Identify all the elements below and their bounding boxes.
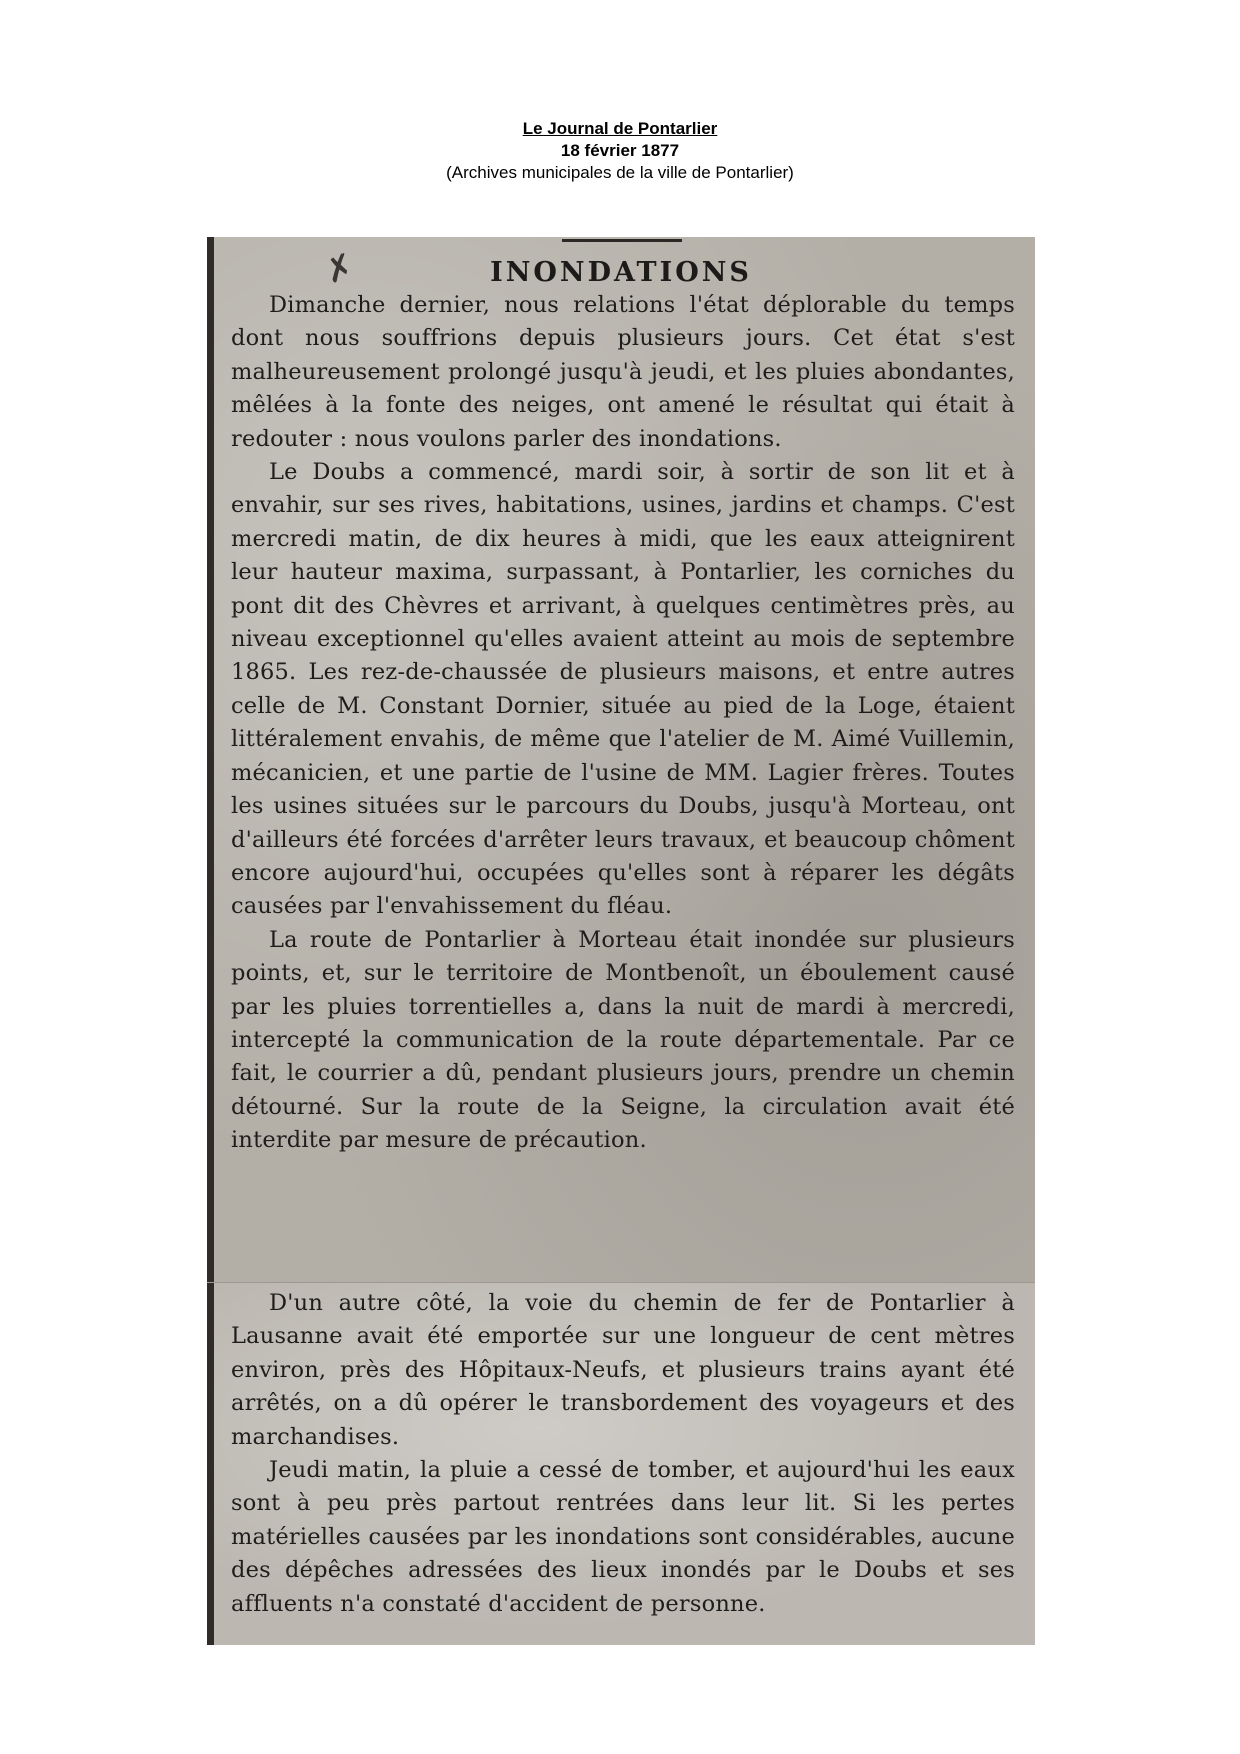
handwritten-mark-icon: ✗ bbox=[319, 245, 360, 293]
newspaper-clipping bbox=[207, 237, 1035, 1645]
article-paragraph: D'un autre côté, la voie du chemin de fer de Pontarlier à Lausanne avait été emportée sur une longueur de cent mètres environ, près des Hôpitaux-Neufs, et plusieurs trains ayant été arrêtés, on a dû opérer le transbordement des voyageurs et des marchandises. bbox=[231, 1290, 1015, 1450]
newspaper-title: Le Journal de Pontarlier bbox=[522, 119, 718, 138]
document-header bbox=[0, 118, 1240, 184]
article-body-top bbox=[231, 289, 1015, 1158]
article-heading: INONDATIONS bbox=[490, 257, 752, 288]
article-body-bottom bbox=[231, 1287, 1015, 1621]
article-paragraph: Dimanche dernier, nous relations l'état déplorable du temps dont nous souffrions depuis plusieurs jours. Cet état s'est malheureusement prolongé jusqu'à jeudi, et les pluies abondantes, mêlées à la fonte des neiges, ont amené le résultat qui était à redouter : nous voulons parler des inondations. bbox=[231, 292, 1015, 452]
article-paragraph: La route de Pontarlier à Morteau était inondée sur plusieurs points, et, sur le territoire de Montbenoît, un éboulement causé par les pluies torrentielles a, dans la nuit de mardi à mercredi, intercepté la communication de la route départementale. Par ce fait, le courrier a dû, pendant plusieurs jours, prendre un chemin détourné. Sur la route de la Seigne, la circulation avait été interdite par mesure de précaution. bbox=[231, 926, 1015, 1154]
publication-date: 18 février 1877 bbox=[560, 141, 680, 160]
clipping-top-section bbox=[207, 237, 1035, 1282]
heading-rule bbox=[562, 239, 682, 242]
article-paragraph: Jeudi matin, la pluie a cessé de tomber, et aujourd'hui les eaux sont à peu près partout rentrées dans leur lit. Si les pertes matérielles causées par les inondations sont considérables, aucune des dépêches adressées des lieux inondés par le Doubs et ses affluents n'a constaté d'accident de personne. bbox=[231, 1457, 1015, 1617]
clipping-bottom-section bbox=[207, 1282, 1035, 1645]
article-paragraph: Le Doubs a commencé, mardi soir, à sortir de son lit et à envahir, sur ses rives, habitations, usines, jardins et champs. C'est mercredi matin, de dix heures à midi, que les eaux atteignirent leur hauteur maxima, surpassant, à Pontarlier, les corniches du pont dit des Chèvres et arrivant, à quelques centimètres près, au niveau exceptionnel qu'elles avaient atteint au mois de septembre 1865. Les rez-de-chaussée de plusieurs maisons, et entre autres celle de M. Constant Dornier, située au pied de la Loge, étaient littéralement envahis, de même que l'atelier de M. Aimé Vuillemin, mécanicien, et une partie de l'usine de MM. Lagier frères. Toutes les usines situées sur le parcours du Doubs, jusqu'à Morteau, ont d'ailleurs été forcées d'arrêter leurs travaux, et beaucoup chôment encore aujourd'hui, occupées qu'elles sont à réparer les dégâts causées par l'envahissement du fléau. bbox=[231, 459, 1015, 920]
archive-source: (Archives municipales de la ville de Pontarlier) bbox=[446, 163, 794, 182]
clipping-edge bbox=[207, 237, 214, 1282]
clipping-edge bbox=[207, 1283, 214, 1645]
